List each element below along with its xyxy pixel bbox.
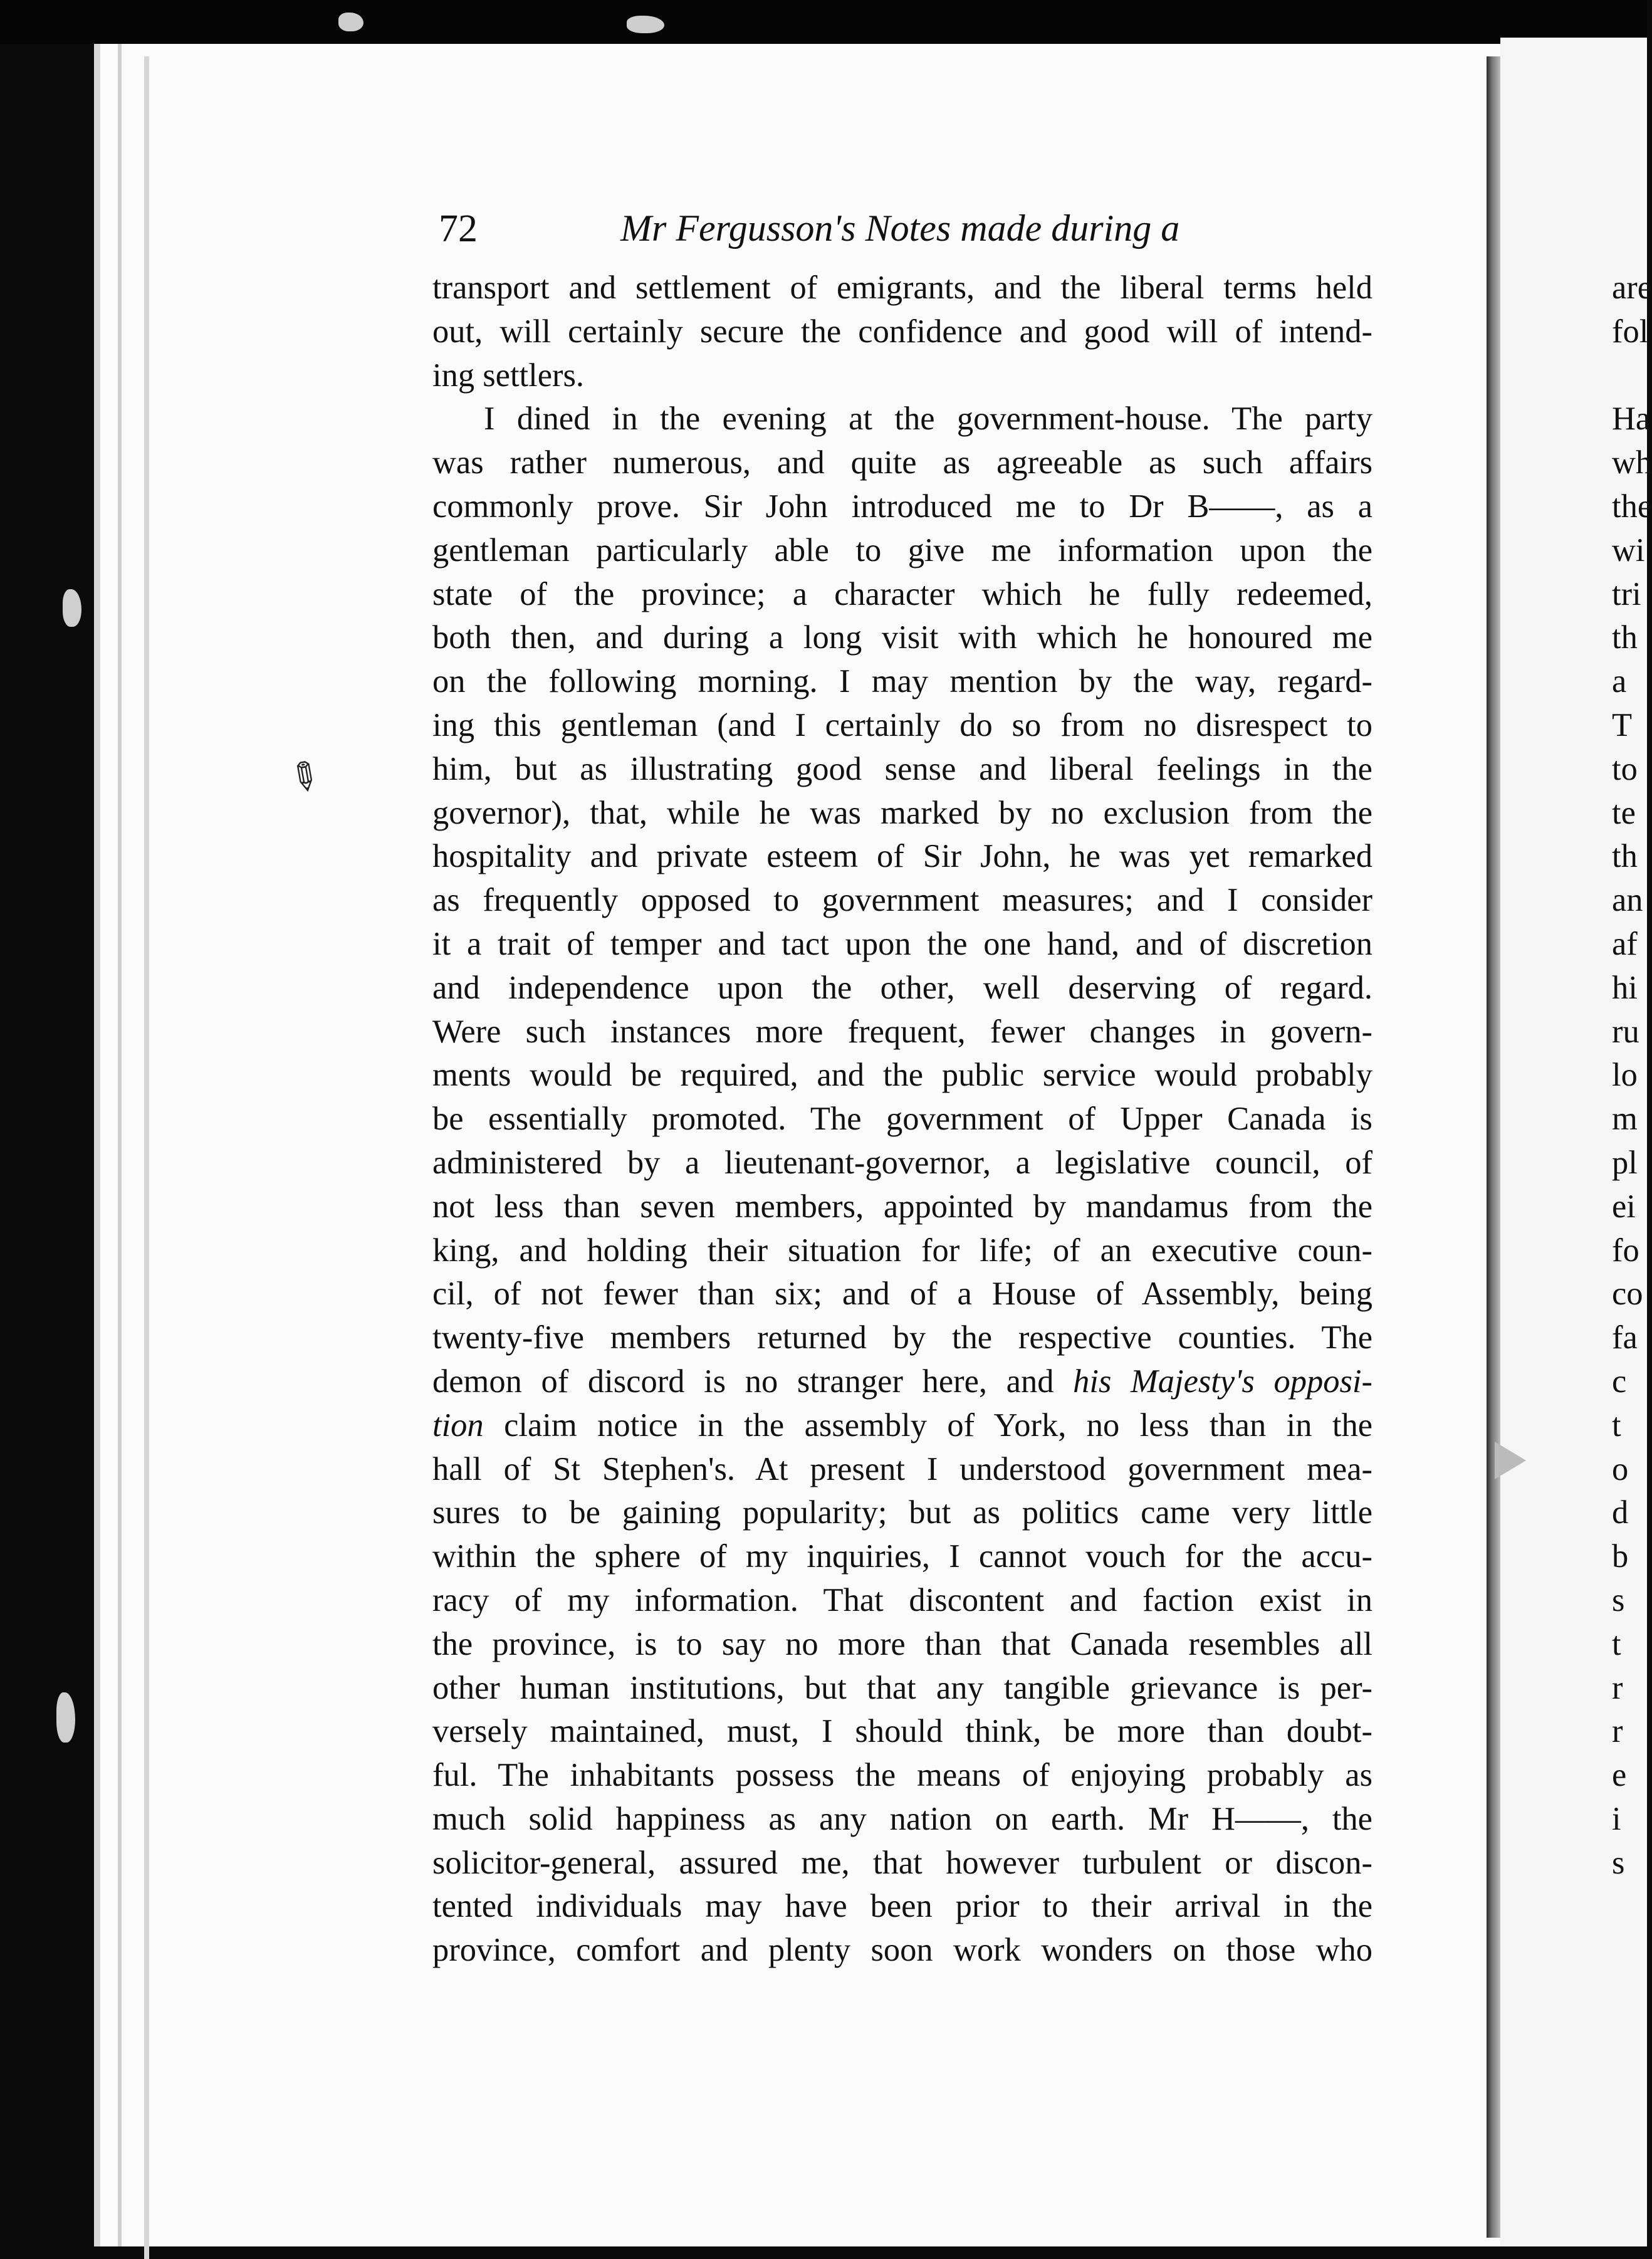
- facing-line-fragment: r: [1612, 1669, 1623, 1706]
- facing-page-fragments: [1612, 266, 1652, 1885]
- text-line: on the following morning. I may mention by the way, regard-: [432, 663, 1372, 700]
- text-line: was rather numerous, and quite as agreeable as such affairs: [432, 444, 1372, 481]
- facing-line-fragment: the: [1612, 488, 1652, 525]
- facing-line-fragment: c: [1612, 1363, 1627, 1400]
- facing-line-fragment: to: [1612, 750, 1638, 787]
- text-line: ful. The inhabitants possess the means of enjoying probably as: [432, 1757, 1372, 1794]
- facing-line-fragment: tri: [1612, 575, 1641, 612]
- facing-line-fragment: Ha: [1612, 401, 1651, 438]
- text-line: transport and settlement of emigrants, and the liberal terms held: [432, 270, 1372, 306]
- facing-line-fragment: fa: [1612, 1319, 1638, 1356]
- facing-line-fragment: pl: [1612, 1144, 1638, 1181]
- facing-line-fragment: s: [1612, 1844, 1625, 1881]
- facing-line-fragment: r: [1612, 1713, 1623, 1750]
- text-line: administered by a lieutenant-governor, a legislative council, of: [432, 1144, 1372, 1181]
- facing-line-fragment: hi: [1612, 969, 1638, 1006]
- text-line: ments would be required, and the public service would probably: [432, 1057, 1372, 1094]
- text-line: twenty-five members returned by the respective counties. The: [432, 1319, 1372, 1356]
- text-line: governor), that, while he was marked by no exclusion from the: [432, 794, 1372, 831]
- text-line: ing settlers.: [432, 357, 585, 394]
- facing-line-fragment: t: [1612, 1625, 1621, 1662]
- facing-line-fragment: fol: [1612, 313, 1649, 350]
- text-run: demon of discord is no stranger here, and: [432, 1363, 1074, 1400]
- text-line: versely maintained, must, I should think, be more than doubt-: [432, 1713, 1372, 1750]
- text-line: within the sphere of my inquiries, I cannot vouch for the accu-: [432, 1538, 1372, 1575]
- text-line: other human institutions, but that any tangible grievance is per-: [432, 1669, 1372, 1706]
- facing-line-fragment: te: [1612, 794, 1636, 831]
- text-line: sures to be gaining popularity; but as politics came very little: [432, 1494, 1372, 1531]
- facing-line-fragment: t: [1612, 1407, 1621, 1444]
- facing-line-fragment: [1612, 354, 1652, 398]
- text-line: ing this gentleman (and I certainly do so from no disrespect to: [432, 706, 1372, 743]
- facing-line-fragment: wh: [1612, 444, 1652, 481]
- facing-line-fragment: th: [1612, 838, 1638, 875]
- facing-line-fragment: wi: [1612, 532, 1645, 569]
- scan-speck: [338, 13, 363, 31]
- text-line: as frequently opposed to government measures; and I consider: [432, 882, 1372, 919]
- text-line: province, comfort and plenty soon work wonders on those who: [432, 1932, 1372, 1969]
- text-line: be essentially promoted. The government of Upper Canada is: [432, 1101, 1372, 1138]
- scan-speck: [63, 589, 81, 627]
- text-line: I dined in the evening at the government-house. The party: [484, 401, 1372, 438]
- text-run: claim notice in the assembly of York, no less than in the: [483, 1407, 1372, 1444]
- facing-line-fragment: fo: [1612, 1232, 1639, 1269]
- scan-border-top: [0, 0, 1647, 44]
- facing-line-fragment: m: [1612, 1101, 1638, 1138]
- text-line: hall of St Stephen's. At present I understood government mea-: [432, 1450, 1372, 1487]
- text-line: it a trait of temper and tact upon the one hand, and of discretion: [432, 925, 1372, 962]
- text-line: out, will certainly secure the confidence and good will of intend-: [432, 313, 1372, 350]
- text-line: state of the province; a character which he fully redeemed,: [432, 575, 1372, 612]
- text-line: both then, and during a long visit with which he honoured me: [432, 619, 1372, 656]
- facing-line-fragment: a: [1612, 663, 1627, 700]
- text-line: king, and holding their situation for life; of an executive coun-: [432, 1232, 1372, 1269]
- facing-line-fragment: b: [1612, 1538, 1629, 1575]
- text-line: him, but as illustrating good sense and liberal feelings in the: [432, 750, 1372, 787]
- text-line: much solid happiness as any nation on earth. Mr H——, the: [432, 1800, 1372, 1837]
- text-line: and independence upon the other, well deserving of regard.: [432, 969, 1372, 1006]
- page-number: 72: [439, 207, 478, 250]
- facing-line-fragment: ei: [1612, 1188, 1636, 1225]
- text-line: racy of my information. That discontent and faction exist in: [432, 1581, 1372, 1618]
- facing-line-fragment: d: [1612, 1494, 1629, 1531]
- text-line: cil, of not fewer than six; and of a House of Assembly, being: [432, 1276, 1372, 1313]
- text-line: not less than seven members, appointed by mandamus from the: [432, 1188, 1372, 1225]
- facing-line-fragment: T: [1612, 706, 1633, 743]
- scan-speck: [627, 16, 664, 33]
- facing-line-fragment: i: [1612, 1800, 1621, 1837]
- text-line: hospitality and private esteem of Sir John, he was yet remarked: [432, 838, 1372, 875]
- facing-line-fragment: s: [1612, 1581, 1625, 1618]
- facing-line-fragment: e: [1612, 1757, 1627, 1794]
- text-line: [432, 1360, 1372, 1404]
- facing-line-fragment: co: [1612, 1276, 1643, 1313]
- facing-line-fragment: af: [1612, 925, 1638, 962]
- italic-text: tion: [432, 1407, 484, 1444]
- text-line: solicitor-general, assured me, that however turbulent or discon-: [432, 1844, 1372, 1881]
- page-tab-mark: [1495, 1442, 1526, 1479]
- facing-line-fragment: are: [1612, 270, 1652, 306]
- facing-line-fragment: ru: [1612, 1013, 1639, 1050]
- facing-line-fragment: lo: [1612, 1057, 1638, 1094]
- facing-line-fragment: th: [1612, 619, 1638, 656]
- text-line: the province, is to say no more than that Canada resembles all: [432, 1625, 1372, 1662]
- text-line: gentleman particularly able to give me information upon the: [432, 532, 1372, 569]
- text-line: commonly prove. Sir John introduced me to Dr B——, as a: [432, 488, 1372, 525]
- text-line: tented individuals may have been prior to their arrival in the: [432, 1888, 1372, 1925]
- facing-line-fragment: an: [1612, 882, 1643, 919]
- facing-line-fragment: o: [1612, 1450, 1629, 1487]
- scan-speck: [56, 1692, 75, 1743]
- text-line: Were such instances more frequent, fewer changes in govern-: [432, 1013, 1372, 1050]
- book-gutter: [1487, 56, 1500, 2238]
- italic-text: his Majesty's opposi-: [1073, 1363, 1372, 1400]
- text-line: [432, 1404, 1372, 1448]
- margin-mark: ✎: [279, 751, 329, 804]
- running-head: Mr Fergusson's Notes made during a: [620, 207, 1180, 249]
- body-text: [432, 266, 1372, 1973]
